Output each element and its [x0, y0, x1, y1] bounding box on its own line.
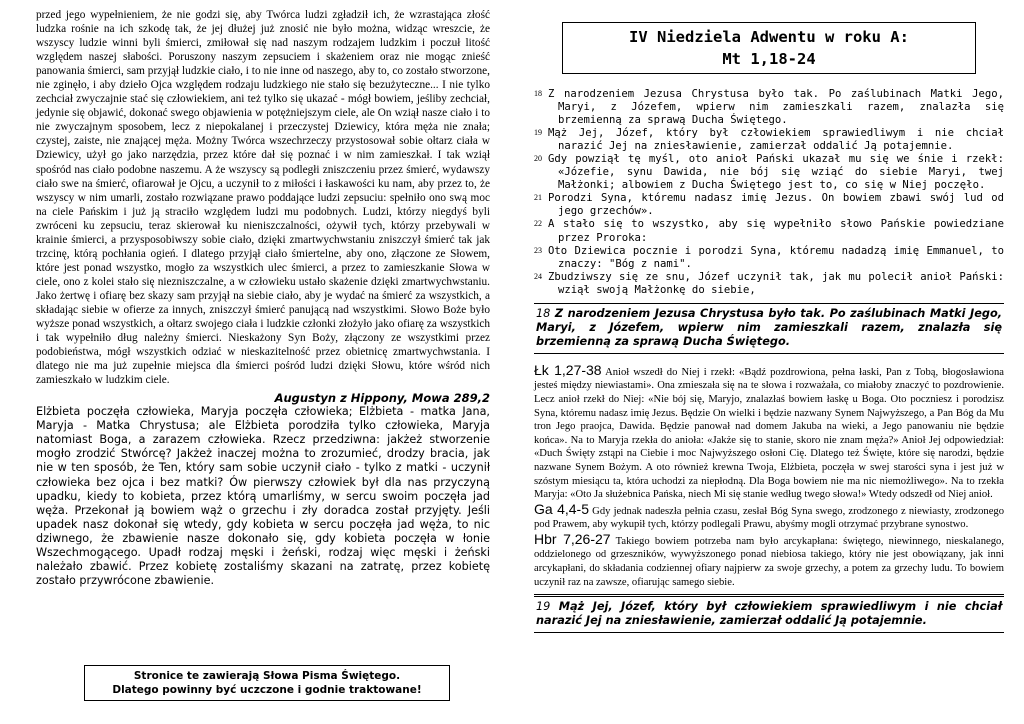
- verse-text: A stało się to wszystko, aby się wypełniło słowo Pańskie powiedziane przez Proroka:: [548, 218, 1004, 244]
- quote-verse-number: 19: [536, 600, 551, 614]
- reading-text: Gdy jednak nadeszła pełnia czasu, zesłał Bóg Syna swego, zrodzonego z niewiasty, zrodzonego pod Prawem, aby wykupił tych, którzy podlegali Prawu, abyśmy mogli otrzymać przybrane synostwo.: [534, 505, 1004, 531]
- highlight-quote-19: [534, 596, 1004, 633]
- verse-number: 20: [534, 154, 542, 164]
- reading-reference: Hbr 7,26-27: [534, 530, 611, 547]
- reading-galatians: [534, 500, 1004, 532]
- verse-item: [534, 218, 1004, 244]
- gospel-verses: [534, 88, 1004, 297]
- gospel-reference: Mt 1,18-24: [722, 50, 816, 68]
- highlight-quote-18: [534, 303, 1004, 354]
- quote-verse-number: 18: [536, 306, 551, 320]
- reading-text: Anioł wszedł do Niej i rzekł: «Bądź pozdrowiona, pełna łaski, Pan z Tobą, błogosławiona jesteś między niewiastami». Ona zmieszała się na te słowa i rozważała, co miałoby znaczyć to pozdrowienie. Lecz anioł rzekł do Niej: «Nie bój się, Maryjo, znalazłaś bowiem łaskę u Boga. Oto poczniesz i porodzisz Syna, któremu nadasz imię Jezus. Będzie On wielki i będzie nazwany Synem Najwyższego, a Pan Bóg da Mu tron Jego praojca, Dawida. Będzie panował nad domem Jakuba na wieki, a Jego panowaniu nie będzie końca». Na to Maryja rzekła do anioła: «Jakże się to stanie, skoro nie znam męża?» Anioł Jej odpowiedział: «Duch Święty zstąpi na Ciebie i moc Najwyższego osłoni Cię. Dlatego też Święte, które się narodzi, będzie nazwane Synem Bożym. A oto również krewna Twoja, Elżbieta, poczęła w swej starości syna i jest już w szóstym miesiącu ta, która uchodzi za niepłodną. Dla Boga bowiem nie ma nic niemożliwego». Na to rzekła Maryja: «Oto Ja służebnica Pańska, niech Mi się stanie według twego słowa!» Wtedy odszedł od Niej anioł.: [534, 366, 1004, 501]
- verse-text: Oto Dziewica pocznie i porodzi Syna, któremu nadadzą imię Emmanuel, to znaczy: "Bóg z nami".: [548, 244, 1004, 270]
- verse-item: [534, 271, 1004, 297]
- verse-text: Gdy powziął tę myśl, oto anioł Pański ukazał mu się we śnie i rzekł: «Józefie, synu Dawida, nie bój się wziąć do siebie Maryi, twej Małżonki; albowiem z Ducha Świętego jest to, co się w Niej poczęło.: [548, 153, 1004, 192]
- reading-hebrews: [534, 530, 1004, 589]
- verse-text: Z narodzeniem Jezusa Chrystusa było tak. Po zaślubinach Matki Jego, Maryi, z Józefem, wpierw nim zamieszkali razem, znalazła się brzemienną za sprawą Ducha Świętego.: [548, 88, 1004, 127]
- verse-item: [534, 153, 1004, 192]
- reading-luke: [534, 361, 1004, 502]
- quote-text: Mąż Jej, Józef, który był człowiekiem sprawiedliwym i nie chciał narazić Jej na zniesławienie, zamierzał oddalić Ją potajemnie.: [536, 600, 1002, 628]
- verse-item: [534, 245, 1004, 271]
- verse-number: 23: [534, 245, 542, 255]
- right-column: [534, 8, 1004, 633]
- verse-number: 24: [534, 271, 542, 281]
- quote-text: Z narodzeniem Jezusa Chrystusa było tak. Po zaślubinach Matki Jego, Maryi, z Józefem, wpierw nim zamieszkali razem, znalazła się brzemienną za sprawą Ducha Świętego.: [536, 306, 1002, 348]
- reading-reference: Ga 4,4-5: [534, 500, 589, 517]
- footer-line-2: Dlatego powinny być uczczone i godnie traktowane!: [112, 684, 422, 696]
- title-box: [562, 22, 976, 74]
- verse-number: 21: [534, 193, 542, 203]
- verse-text: Zbudziwszy się ze snu, Józef uczynił tak, jak mu polecił anioł Pański: wziął swoją Małżonkę do siebie,: [548, 270, 1004, 296]
- commentary-paragraph: przed jego wypełnieniem, że nie godzi się, aby Twórca ludzi zgładził ich, że wzrastająca złość ludzka rośnie na ich szkodę tak, że jej dłużej już znosić nie było można, widząc wreszcie, że wszyscy ludzie winni byli śmierci, zmiłował się nad naszym rodzajem ludzkim i poczuł litość względem naszej słabości. Poruszony naszym zepsuciem i skażeniem oraz nie mogąc znieść panowania śmierci, sam przyjął ludzkie ciało, i to nie inne od naszego, aby to, co zostało stworzone, nie zginęło, i aby dzieło Ojca względem rodzaju ludzkiego nie stało się bezużyteczne... I nie tylko zechciał zwyczajnie stać się człowiekiem, ani też tylko się ukazać - mógł bowiem, jeśliby zechciał, jedynie się objawić, dokonać swego objawienia w potężniejszym ciele, ale On wziął nasze ciało i to nie zwyczajnym sposobem, lecz z niepokalanej i przeczystej Dziewicy, która męża nie znała; czystej, zaiste, nie znającej męża. Możny Twórca wszechrzeczy przystosował sobie ołtarz ciała w Dziewicy, użył go jako narzędzia, przez które dał się poznać i w nim zamieszkał. I tak wziął spośród nas ciało podobne naszemu. A że wszyscy są podległi zniszczeniu przez śmierć, wydawszy ciało swe na śmierć, ofiarował je Ojcu, a uczynił to z miłości i łaskawości ku nam, aby przez to, że wszyscy w nim umarli, zostało rozwiązane prawo poddające ludzi zepsuciu: spełniło ono swą moc na ciele Pańskim i już ją straciło względem ludzi mu podobnych. Ludzi, którzy niegdyś byli zwróceni ku zepsuciu, teraz skierował ku nieniszczalności, ożywił tych, którzy przebywali w krainie śmierci, a przysposobiwszy sobie ciało, dzięki zmartwychwstaniu zniszczył śmierć tak jak trzcinę, którą pochłania ogień. I dlatego przyjął ciało śmiertelne, aby ono, złączone ze Słowem, które jest ponad wszystko, mogło za wszystkich ulec śmierci, a przez to zamieszkanie Słowa w ciele, ono z kolei stało się niezniszczalne, a w człowieku ustało skażenie dzięki zmartwychwstaniu. Jako żertwę i ofiarę bez skazy sam przyjął na siebie ciało, aby je wydać na śmierć za wszystkich, a składając siebie w ofierze za innych, zniszczył śmierć panującą nad wszystkimi. Słowo Boże było wyższe ponad wszystkich, a ołtarz swojego ciała i ludzkie członki złożyło jako ofiarę za wszystkich i tak wypełniło dług należny śmierci. Nieskażony Syn Boży, złączony ze wszystkimi przez podobieństwa, mógł wszystkich odziać w nieskazitelność przez obietnicę zmartwychwstania. I dlatego nie ma już zupełnie miejsca dla śmierci pośród ludzi dzięki Słowu, które wśród nich zamieszkało w ludzkim ciele.: [36, 9, 490, 387]
- verse-item: [534, 192, 1004, 218]
- verse-text: Porodzi Syna, któremu nadasz imię Jezus. On bowiem zbawi swój lud od jego grzechów».: [548, 192, 1004, 218]
- verse-number: 19: [534, 128, 542, 138]
- verse-number: 22: [534, 219, 542, 229]
- related-readings: [534, 361, 1004, 596]
- footer-notice: [84, 665, 450, 701]
- verse-item: [534, 127, 1004, 153]
- verse-number: 18: [534, 89, 542, 98]
- left-column: [36, 8, 490, 588]
- footer-line-1: Stronice te zawierają Słowa Pisma Świętego.: [133, 670, 401, 682]
- verse-item: [534, 88, 1004, 127]
- author-attribution: Augustyn z Hippony, Mowa 289,2: [274, 391, 490, 406]
- reading-text: Takiego bowiem potrzeba nam było arcykapłana: świętego, niewinnego, nieskalanego, oddzielonego od grzeszników, wywyższonego ponad niebiosa takiego, który nie jest obowiązany, jak inni arcykapłani, do składania codziennej ofiary najpierw za swoje grzechy, a potem za grzechy ludu. To bowiem uczynił raz na zawsze, ofiarując samego siebie.: [534, 535, 1004, 588]
- page-title: IV Niedziela Adwentu w roku A:: [629, 28, 909, 46]
- sermon-paragraph: Elżbieta poczęła człowieka, Maryja poczęła człowieka; Elżbieta - matka Jana, Maryja - Matka Chrystusa; ale Elżbieta porodziła tylko człowieka, Maryja natomiast Boga, a zarazem człowieka. Rzecz przedziwna: jakżeż stworzenie mogło zrodzić Stwórcę? Jakżeż inaczej można to zrozumieć, drodzy bracia, jak nie w ten sposób, że Ten, który sam sobie uczynił ciało - tylko z matki - uczynił człowieka bez ojca i bez matki? Ów pierwszy człowiek był dla nas przyczyną upadku, kiedy to kobieta, przez którą umarliśmy, w sercu swoim poczęła jad węża. Przekonał ją bowiem wąż o grzechu i zły doradca został przyjęty. Jeśli upadek nasz dokonał się wtedy, gdy kobieta w sercu poczęła jad węża, to nic dziwnego, że zbawienie nasze dokonało się, gdy kobieta poczęła w łonie Wszechmogącego. Upadł rodzaj męski i żeński, rodzaj więc męski i żeński należało zbawić. Przez kobietę zostaliśmy skazani na zatratę, przez kobietę zostało przywrócone zbawienie.: [36, 405, 490, 587]
- verse-text: Mąż Jej, Józef, który był człowiekiem sprawiedliwym i nie chciał narazić Jej na zniesławienie, zamierzał oddalić Ją potajemnie.: [548, 127, 1004, 153]
- reading-reference: Łk 1,27-38: [534, 361, 602, 378]
